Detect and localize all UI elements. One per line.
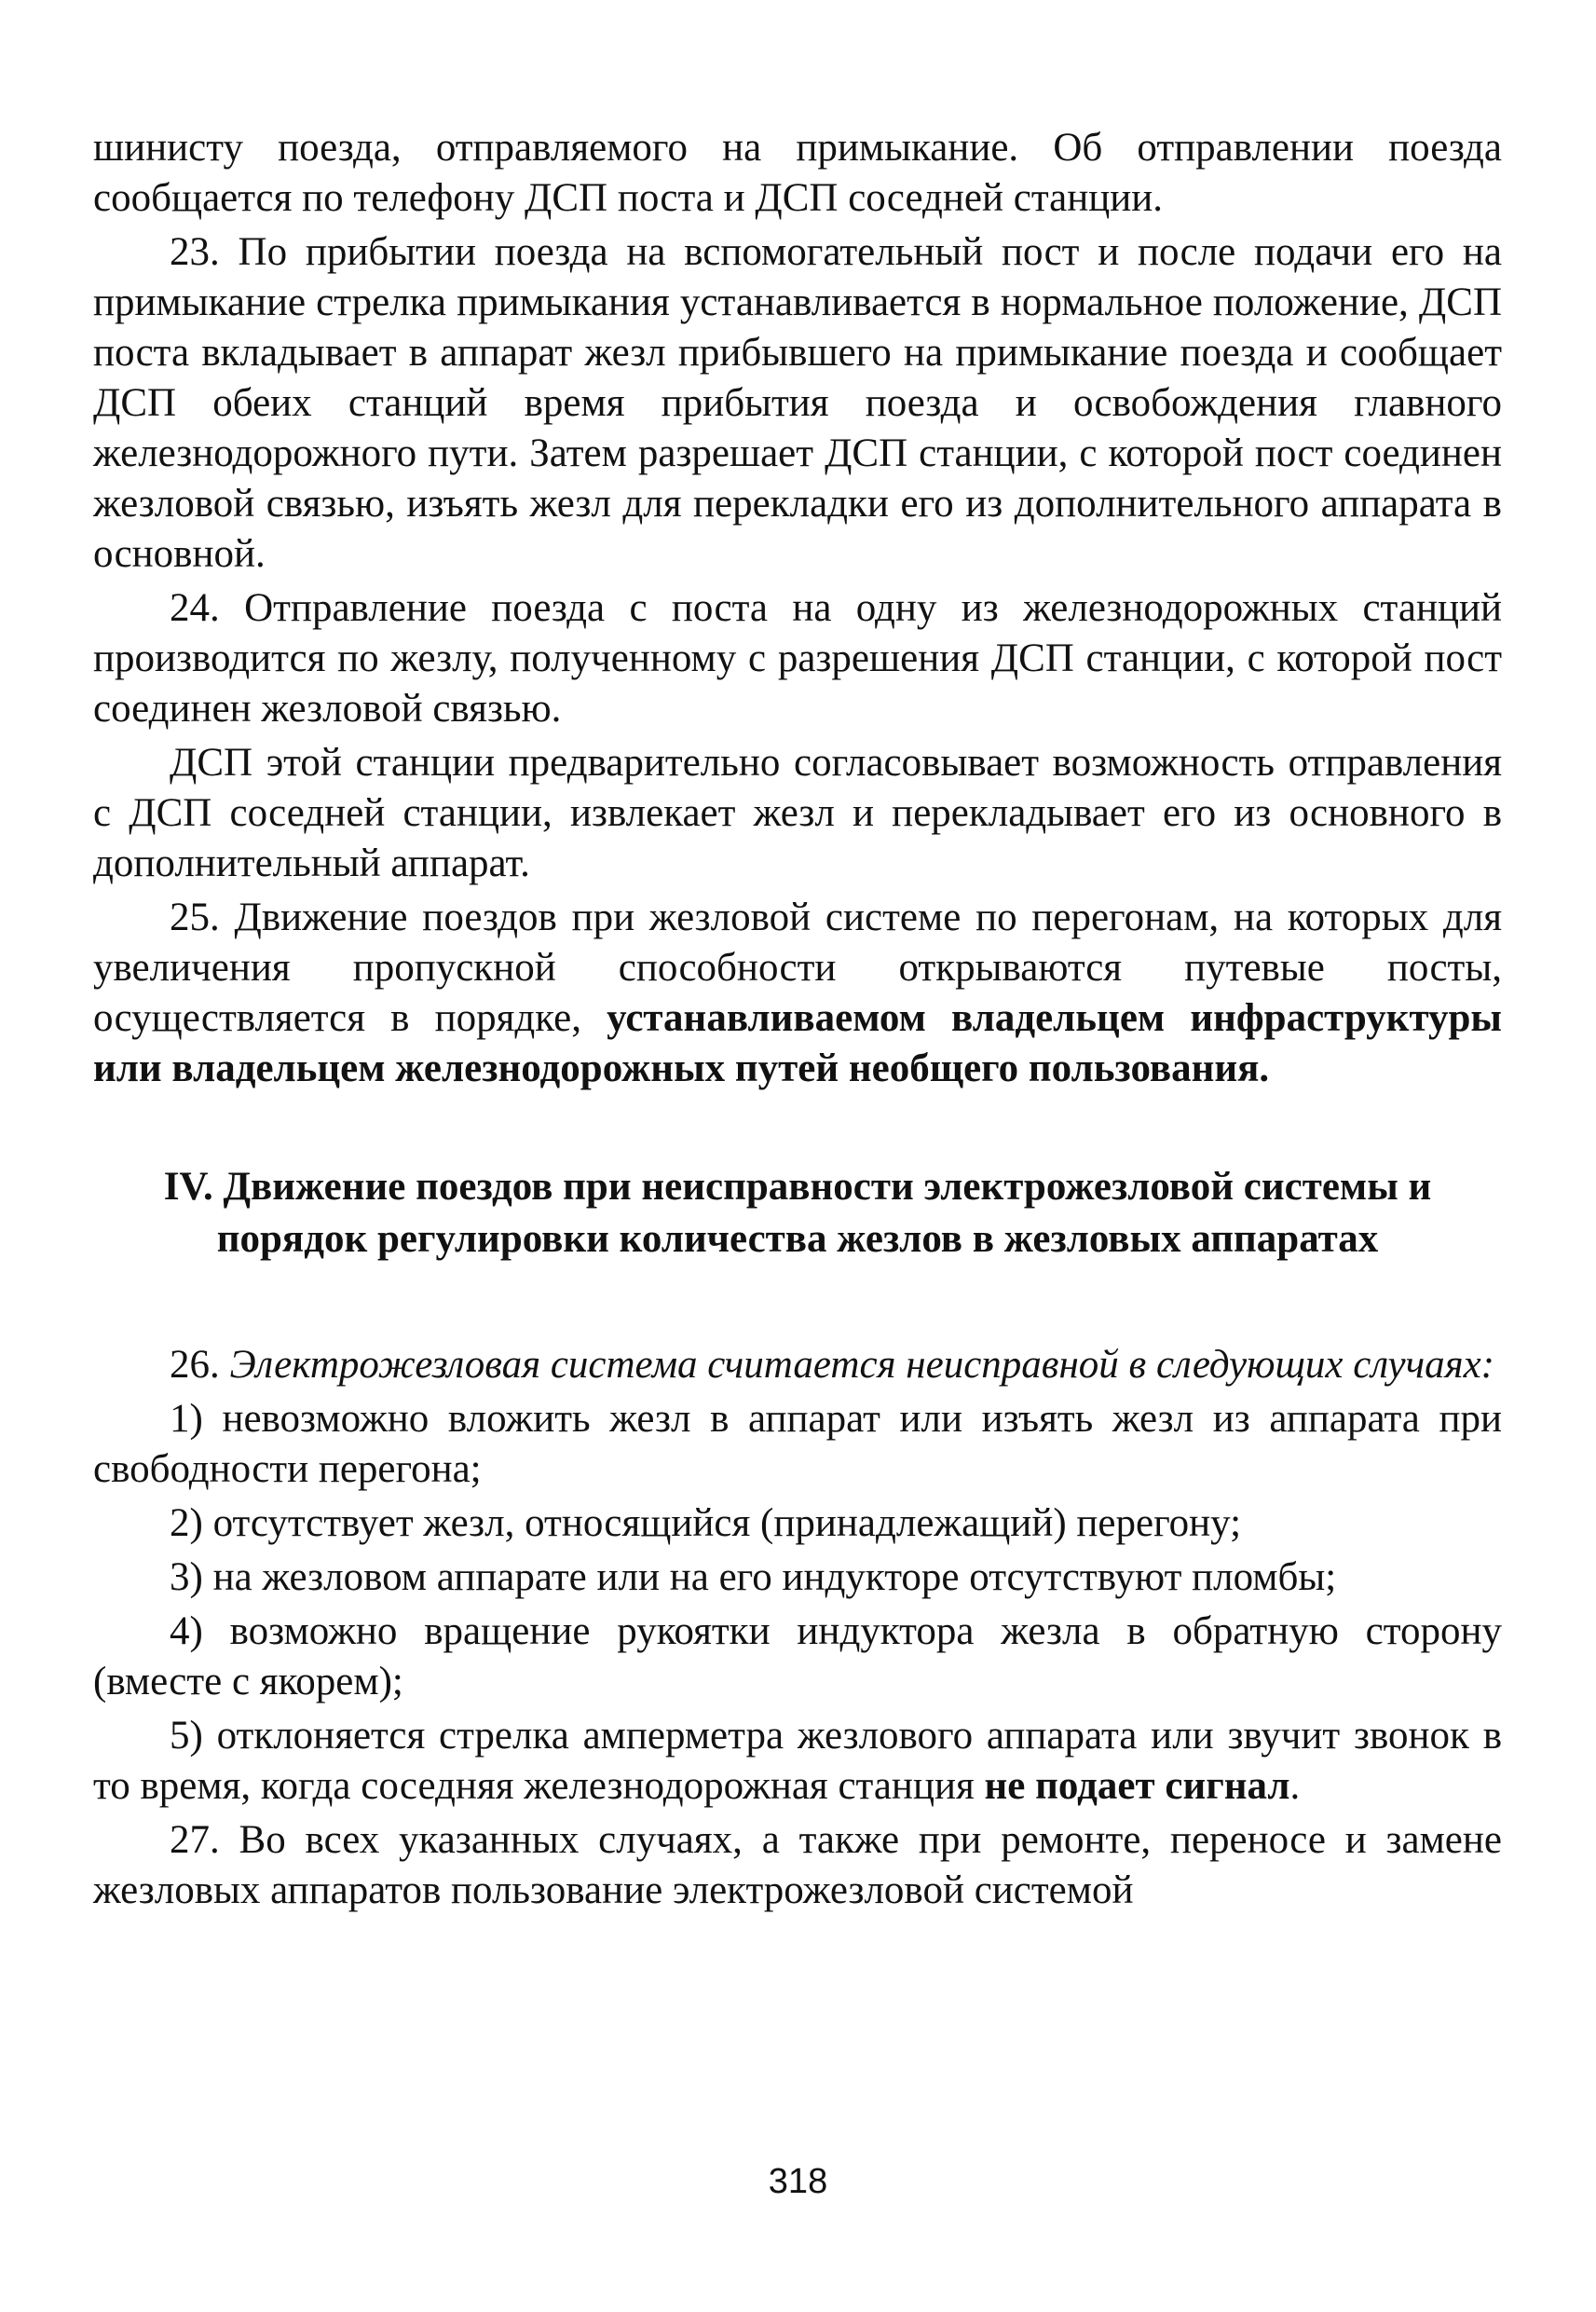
list-item: 4) возможно вращение рукоятки индуктора жезла в обратную сторону (вместе с якорем); bbox=[93, 1609, 1502, 1703]
paragraph-26-text: Электрожезловая система считается неисправной в следующих случаях: bbox=[219, 1343, 1495, 1387]
list-item: 2) отсутствует жезл, относящийся (принадлежащий) перегону; bbox=[170, 1501, 1242, 1545]
paragraph-26 bbox=[93, 1340, 1502, 1390]
list-item-5-end: . bbox=[1289, 1764, 1301, 1808]
page-number: 318 bbox=[768, 2162, 828, 2201]
list-item-5 bbox=[93, 1711, 1502, 1812]
body-text bbox=[93, 123, 1502, 1094]
page-content bbox=[93, 123, 1502, 1920]
list-item: 3) на жезловом аппарате или на его индукторе отсутствуют пломбы; bbox=[170, 1555, 1337, 1599]
paragraph-26-number: 26. bbox=[170, 1343, 220, 1387]
paragraph-25-text: 25. Движение поездов при жезловой системе по перегонам, на которых для увеличения пропускной способности открываются путевые посты, осуществляется в порядке, bbox=[93, 896, 1502, 1040]
paragraph-27: 27. Во всех указанных случаях, а также при ремонте, переносе и замене жезловых аппаратов пользование электрожезловой системой bbox=[93, 1818, 1502, 1912]
list-item-5-text: 5) отклоняется стрелка амперметра жезлового аппарата или звучит звонок в то время, когда соседняя железнодорожная станция bbox=[93, 1714, 1502, 1808]
paragraph-25-bold: устанавливаемом владельцем инфраструктуры или владельцем железнодорожных путей необщего пользования. bbox=[93, 996, 1502, 1090]
paragraph-24-continued: ДСП этой станции предварительно согласовывает возможность отправления с ДСП соседней станции, извлекает жезл и перекладывает его из основного в дополнительный аппарат. bbox=[93, 741, 1502, 885]
list-item: 1) невозможно вложить жезл в аппарат или изъять жезл из аппарата при свободности перегона; bbox=[93, 1397, 1502, 1491]
list-item-5-bold: не подает сигнал bbox=[984, 1764, 1290, 1808]
fault-list bbox=[93, 1394, 1502, 1812]
paragraph-continued: шинисту поезда, отправляемого на примыкание. Об отправлении поезда сообщается по телефону ДСП поста и ДСП соседней станции. bbox=[93, 126, 1502, 220]
paragraph-25 bbox=[93, 893, 1502, 1094]
section-heading: IV. Движение поездов при неисправности электрожезловой системы и порядок регулировки количества жезлов в жезловых аппаратах bbox=[163, 1165, 1432, 1261]
body-text-2 bbox=[93, 1340, 1502, 1916]
paragraph-23: 23. По прибытии поезда на вспомогательный пост и после подачи его на примыкание стрелка примыкания устанавливается в нормальное положение, ДСП поста вкладывает в аппарат жезл прибывшего на примыкание поезда и сообщает ДСП обеих станций время прибытия поезда и освобождения главного железнодорожного пути. Затем разрешает ДСП станции, с которой пост соединен жезловой связью, изъять жезл для перекладки его из дополнительного аппарата в основной. bbox=[93, 230, 1502, 576]
paragraph-24: 24. Отправление поезда с поста на одну из железнодорожных станций производится по жезлу, полученному с разрешения ДСП станции, с которой пост соединен жезловой связью. bbox=[93, 586, 1502, 731]
